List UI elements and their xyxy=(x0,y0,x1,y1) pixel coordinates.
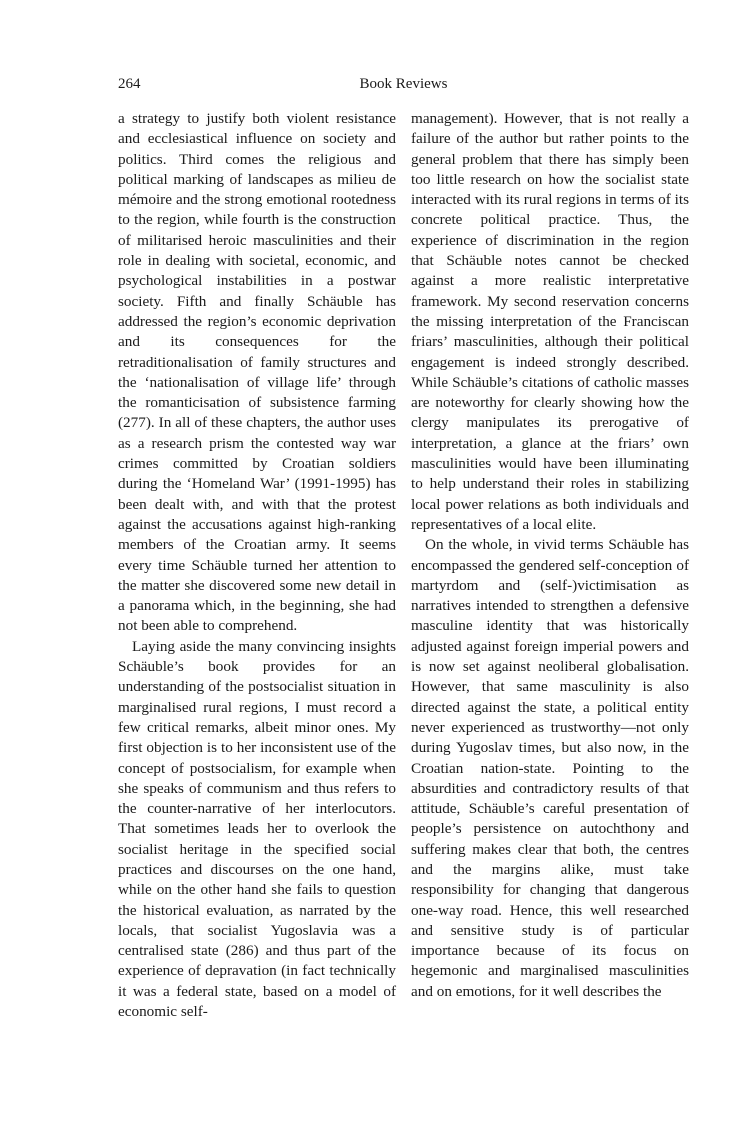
page-number: 264 xyxy=(118,76,141,92)
paragraph: Laying aside the many convincing insights Schäuble’s book provides for an understanding of the postsocialist situation in marginalised rural regions, I must record a few critical remarks, albeit minor ones. My first objection is to her inconsistent use of the concept of postsocialism, for example when she speaks of communism and thus refers to the counter-narrative of her interlocutors. That sometimes leads her to overlook the socialist heritage in the specified social practices and discourses on the one hand, while on the other hand she fails to question the historical evaluation, as narrated by the locals, that socialist Yugoslavia was a centralised state (286) and thus part of the experience of depravation (in fact technically it was a federal state, based on a model of economic self- xyxy=(118,637,396,1021)
paragraph: a strategy to justify both violent resistance and ecclesiastical influence on society and politics. Third comes the religious and political marking of landscapes as milieu de mémoire and the strong emotional rootedness to the region, while fourth is the construction of militarised heroic masculinities and their role in dealing with societal, economic, and psychological instabilities in a postwar society. Fifth and finally Schäuble has addressed the region’s economic deprivation and its consequences for the retraditionalisation of family structures and the ‘nationalisation of village life’ through the romanticisation of subsistence farming (277). In all of these chapters, the author uses as a research prism the contested way war crimes committed by Croatian soldiers during the ‘Homeland War’ (1991-1995) has been dealt with, and with that the protest against the accusations against high-ranking members of the Croatian army. It seems every time Schäuble turned her attention to the matter she discovered some new detail in a panorama which, in the beginning, she had not been able to comprehend. xyxy=(118,110,396,635)
running-head: Book Reviews xyxy=(359,76,448,92)
page-header xyxy=(118,76,689,96)
paragraph: management). However, that is not really a failure of the author but rather points to the general problem that there has simply been too little research on how the socialist state interacted with its rural regions in terms of its concrete political practice. Thus, the experience of discrimination in the region that Schäuble notes cannot be checked against a more realistic interpretative framework. My second reservation concerns the missing interpretation of the Franciscan friars’ masculinities, although their political engagement is indeed strongly described. While Schäuble’s citations of catholic masses are noteworthy for clearly showing how the clergy manipulates its prerogative of interpretation, a glance at the friars’ own masculinities would have been illuminating to help understand their roles in stabilizing local power relations as both individuals and representatives of a local elite. xyxy=(411,110,689,533)
right-column xyxy=(411,109,689,1002)
left-column xyxy=(118,109,396,1022)
paragraph: On the whole, in vivid terms Schäuble has encompassed the gendered self-conception of martyrdom and (self-)victimisation as narratives intended to strengthen a defensive masculine identity that was historically adjusted against foreign imperial powers and is now set against neoliberal globalisation. However, that same masculinity is also directed against the state, a political entity never experienced as trustworthy—not only during Yugoslav times, but also now, in the Croatian nation-state. Pointing to the absurdities and contradictory results of that attitude, Schäuble’s careful presentation of people’s persistence on autochthony and suffering makes clear that both, the centres and the margins alike, must take responsibility for changing that dangerous one-way road. Hence, this well researched and sensitive study is of particular importance because of its focus on hegemonic and marginalised masculinities and on emotions, for it well describes the xyxy=(411,536,689,1000)
